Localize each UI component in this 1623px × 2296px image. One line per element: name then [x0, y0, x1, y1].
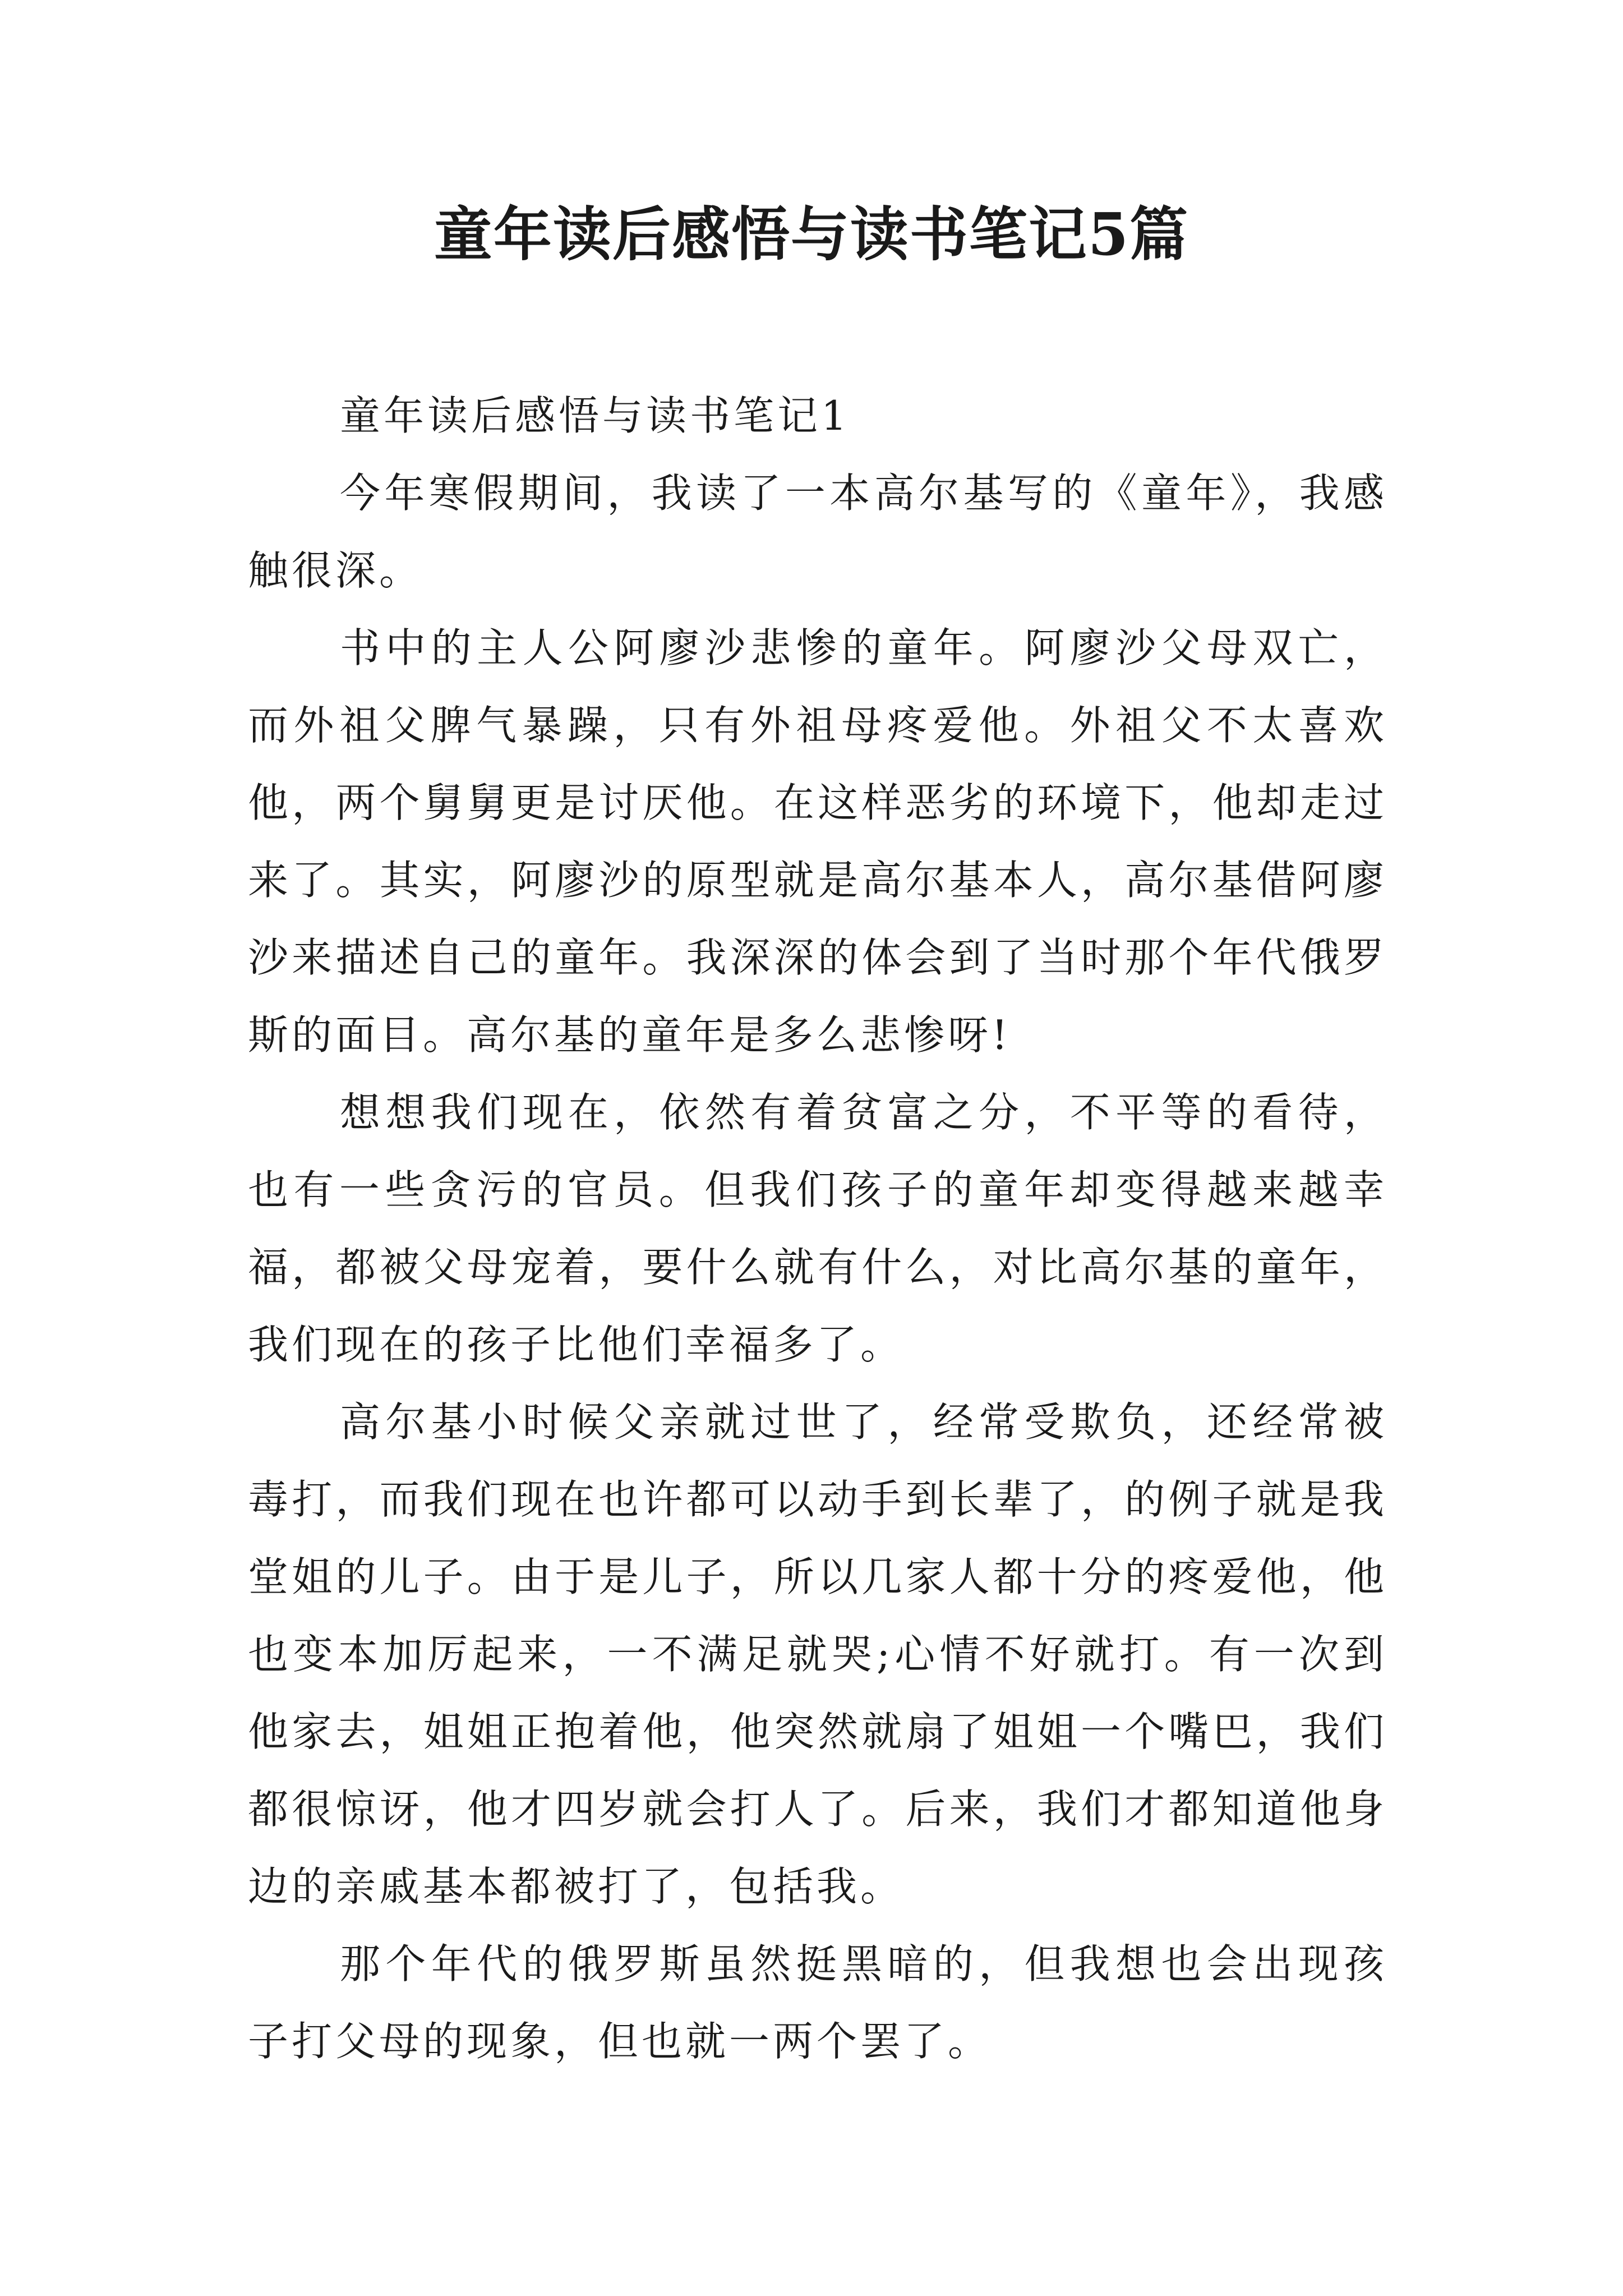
section-heading: 童年读后感悟与读书笔记1 — [340, 392, 850, 439]
paragraph-5: 那个年代的俄罗斯虽然挺黑暗的，但我想也会出现孩子打父母的现象，但也就一两个罢了。 — [248, 1940, 1387, 2065]
paragraph-3: 想想我们现在，依然有着贫富之分，不平等的看待，也有一些贪污的官员。但我们孩子的童年却变得越来越幸福，都被父母宠着，要什么就有什么，对比高尔基的童年，我们现在的孩子比他们幸福多了。 — [248, 1089, 1387, 1368]
paragraph-4: 高尔基小时候父亲就过世了，经常受欺负，还经常被毒打，而我们现在也许都可以动手到长辈了，的例子就是我堂姐的儿子。由于是儿子，所以几家人都十分的疼爱他，他也变本加厉起来，一不满足就哭;心情不好就打。有一次到他家去，姐姐正抱着他，他突然就扇了姐姐一个嘴巴，我们都很惊讶，他才四岁就会打人了。后来，我们才都知道他身边的亲戚基本都被打了，包括我。 — [248, 1398, 1387, 1910]
paragraph-2: 书中的主人公阿廖沙悲惨的童年。阿廖沙父母双亡，而外祖父脾气暴躁，只有外祖母疼爱他。外祖父不太喜欢他，两个舅舅更是讨厌他。在这样恶劣的环境下，他却走过来了。其实，阿廖沙的原型就是高尔基本人，高尔基借阿廖沙来描述自己的童年。我深深的体会到了当时那个年代俄罗斯的面目。高尔基的童年是多么悲惨呀! — [248, 624, 1387, 1059]
document-title: 童年读后感悟与读书笔记5篇 — [434, 200, 1189, 269]
paragraph-1: 今年寒假期间，我读了一本高尔基写的《童年》，我感触很深。 — [248, 470, 1387, 594]
document-body — [248, 377, 1387, 2080]
